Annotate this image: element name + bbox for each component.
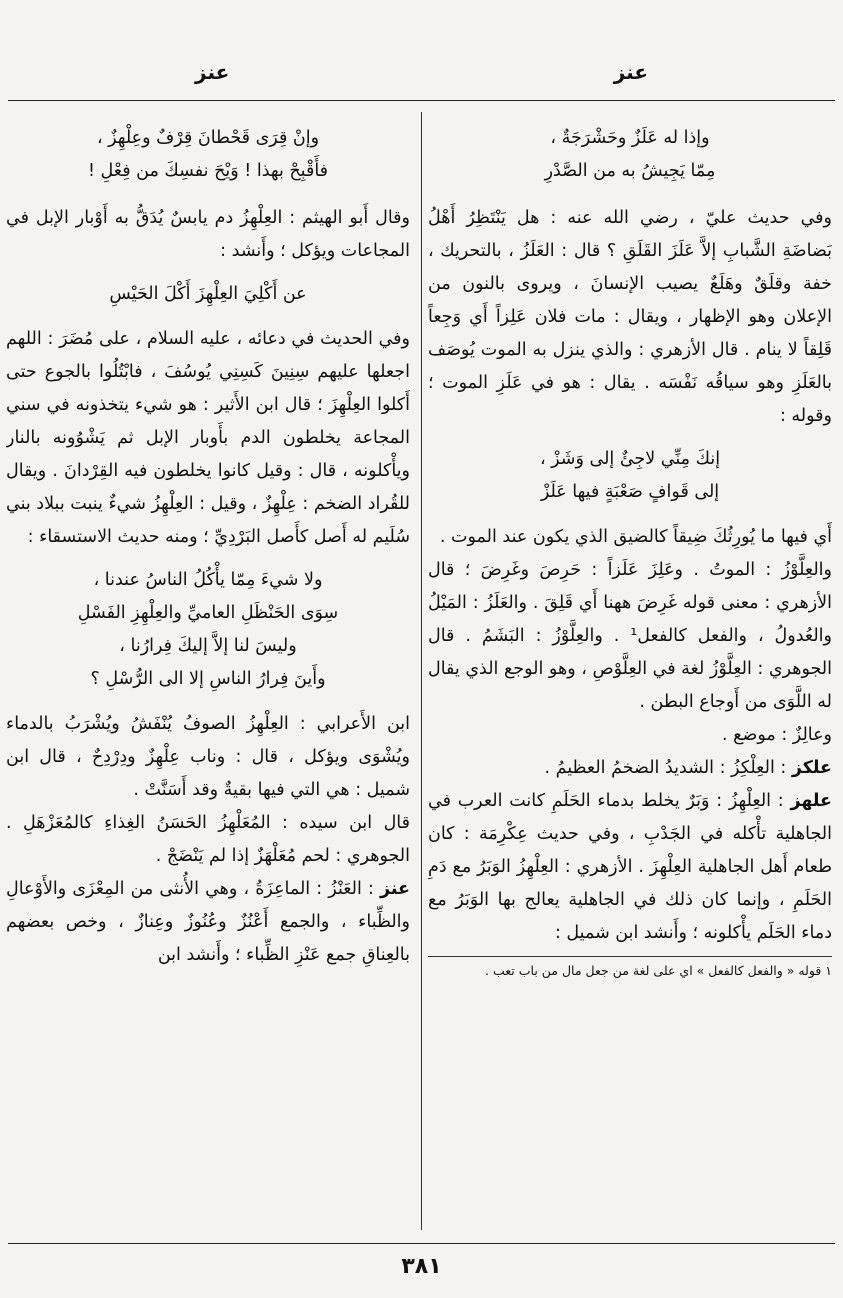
entry-text: : العِلْهِزُ : وَبَرٌ يخلط بدماء الحَلَمِ كانت العرب في الجاهلية تأْكله في الجَدْبِ ، وفي حديث عِكْرِمَة : كان طعام أَهل الجاهلية العِلْهِزَ . الأزهري : العِلْهِزُ الوَبَرُ مع دَمِ الحَلَمِ ، وإنما كان ذلك في الجاهلية يعالج بها الوَبَرُ مع دماء الحَلَم يأْكلونه ؛ وأَنشد ابن شميل : xyxy=(428,791,832,943)
verse-line: مِمّا يَجِيشُ به من الصَّدْرِ xyxy=(544,161,716,181)
verse-block xyxy=(6,278,410,311)
body-paragraph: قال ابن سيده : المُعَلْهِزُ الحَسَنُ الغِذاءِ كالمُعَزْهَلِ . الجوهري : لحم مُعَلْهَزٌ إذا لم يَنْضَجْ . xyxy=(6,813,410,866)
body-paragraph: ابن الأَعرابي : العِلْهِزُ الصوفُ يُنْفَشُ ويُشْرَبُ بالدماء ويُشْوَى ويؤكل ، قال : وناب عِلْهِزٌ ودِرْدِحٌ ، قال ابن شميل : هي التي فيها بقيةٌ وقد أَسَنَّتْ . xyxy=(6,714,410,800)
verse-line: فأَقْبِحْ بهذا ! وَيْحَ نفسِكَ من فِعْلِ ! xyxy=(87,161,329,181)
entry-headword: عنز xyxy=(380,879,410,899)
body-paragraph: وعالِزٌ : موضع . xyxy=(722,725,832,745)
running-head-left: عنز xyxy=(195,60,230,84)
verse-block xyxy=(6,122,410,188)
footnote-rule xyxy=(428,956,832,957)
footer-rule xyxy=(8,1243,835,1244)
left-column xyxy=(6,112,410,1230)
dictionary-entry xyxy=(428,752,832,785)
body-paragraph: وفي الحديث في دعائه ، عليه السلام ، على مُضَرَ : اللهم اجعلها عليهم سِنِينَ كَسِنِي يُوسُفَ ، فابْتُلُوا بالجوع حتى أَكلوا العِلْهِزَ ؛ قال ابن الأَثير : هو شيء يتخذونه في سني المجاعة يخلطون الدم بأَوبار الإبل ثم يَشْوُونه بالنار ويأْكلونه ، قال : وقيل كانوا يخلطون فيه القِرْدانَ . ويقال للقُراد الضخم : عِلْهِزٌ ، وقيل : العِلْهِزُ شيءٌ ينبت ببلاد بني سُلَيم له أَصل كأَصل البَرْدِيِّ ؛ ومنه حديث الاستسقاء : xyxy=(6,329,410,547)
body-paragraph: أَي فيها ما يُورِثُكَ ضِيقاً كالضيق الذي يكون عند الموت . xyxy=(439,527,832,547)
entry-headword: علكز xyxy=(791,758,832,778)
verse-block xyxy=(428,122,832,188)
verse-line: وليسَ لنا إلاَّ إليكَ فِرارُنا ، xyxy=(119,636,297,656)
verse-block xyxy=(6,564,410,696)
verse-line: وإذا له عَلَزٌ وحَشْرَجَةٌ ، xyxy=(550,128,710,148)
entry-headword: علهز xyxy=(790,791,832,811)
verse-line: سِوَى الحَنْظَلِ العاميِّ والعِلْهِزِ الفَسْلِ xyxy=(77,603,339,623)
column-divider xyxy=(421,112,422,1230)
entry-text: : العَنْزُ : الماعِزَةُ ، وهي الأُنثى من المِعْزَى والأَوْعالِ والظِّباء ، والجمع أَعْنُزٌ وعُنُوزٌ وعِنازٌ ، وخص بعضهم بالعِناقِ جمع عَنْزِ الظِّباء ؛ وأَنشد ابن xyxy=(6,879,410,965)
verse-line: إلى قَوافٍ صَعْبَةٍ فيها عَلَزْ xyxy=(540,482,720,502)
verse-block xyxy=(428,443,832,509)
dictionary-entry xyxy=(6,873,410,972)
body-paragraph: وفي حديث عليّ ، رضي الله عنه : هل يَنْتَظِرُ أَهْلُ بَضاضَةِ الشَّبابِ إلاَّ عَلَزَ القَلَقِ ؟ قال : العَلَزُ ، بالتحريك ، خفة وقلَقٌ وهَلَعٌ يصيب الإنسانَ ، ويروى بالنون من الإعلان وهو الإظهار ، ويقال : مات فلان عَلِزاً أَي وَجِعاً قَلِقاً لا ينام . قال الأزهري : والذي ينزل به الموت يُوصَف بالعَلَزِ وهو سياقُه نَفْسَه . يقال : هو في عَلَزِ الموت ؛ وقوله : xyxy=(428,208,832,426)
entry-text: : العِلْكِزُ : الشديدُ الضخمُ العظيمُ . xyxy=(544,758,792,778)
body-paragraph: وقال أَبو الهيثم : العِلْهِزُ دم يابسٌ يُدَقُّ به أَوْبار الإبل في المجاعات ويؤكل ؛ وأَنشد : xyxy=(6,208,410,261)
body-paragraph: والعِلَّوْزُ : الموتُ . وعَلِزَ عَلَزاً : حَرِصَ وغَرِضَ ؛ قال الأزهري : معنى قوله غَرِضَ ههنا أَي قَلِقَ . والعَلَزُ : المَيْلُ والعُدولُ ، والفعل كالفعل¹ . والعِلَّوْزُ : البَشَمُ . قال الجوهري : العِلَّوْزُ لغة في العِلَّوْصِ ، وهو الوجع الذي يقال له اللَّوَى من أَوجاع البطن . xyxy=(428,560,832,712)
page-number: ٣٨١ xyxy=(401,1254,442,1279)
verse-line: ولا شيءَ مِمّا يأْكُلُ الناسُ عندنا ، xyxy=(93,570,323,590)
verse-line: وأَينَ فِرارُ الناسِ إلا الى الرُّسْلِ ؟ xyxy=(90,669,326,689)
right-column xyxy=(428,112,832,1230)
verse-line: وإنْ قِرَى قَحْطانَ قِرْفٌ وعِلْهِزٌ ، xyxy=(96,128,320,148)
running-head-right: عنز xyxy=(613,60,648,84)
footnote: ١ قوله « والفعل كالفعل » اي على لغة من جعل مال من باب تعب . xyxy=(485,963,832,978)
verse-line: إنكَ مِنِّي لاجِئٌ إلى وَشَزْ ، xyxy=(539,449,721,469)
header-rule xyxy=(8,100,835,101)
dictionary-entry xyxy=(428,785,832,950)
verse-line: عن أَكْلِيَ العِلْهِزَ أَكْلَ الحَيْسِ xyxy=(109,284,307,304)
